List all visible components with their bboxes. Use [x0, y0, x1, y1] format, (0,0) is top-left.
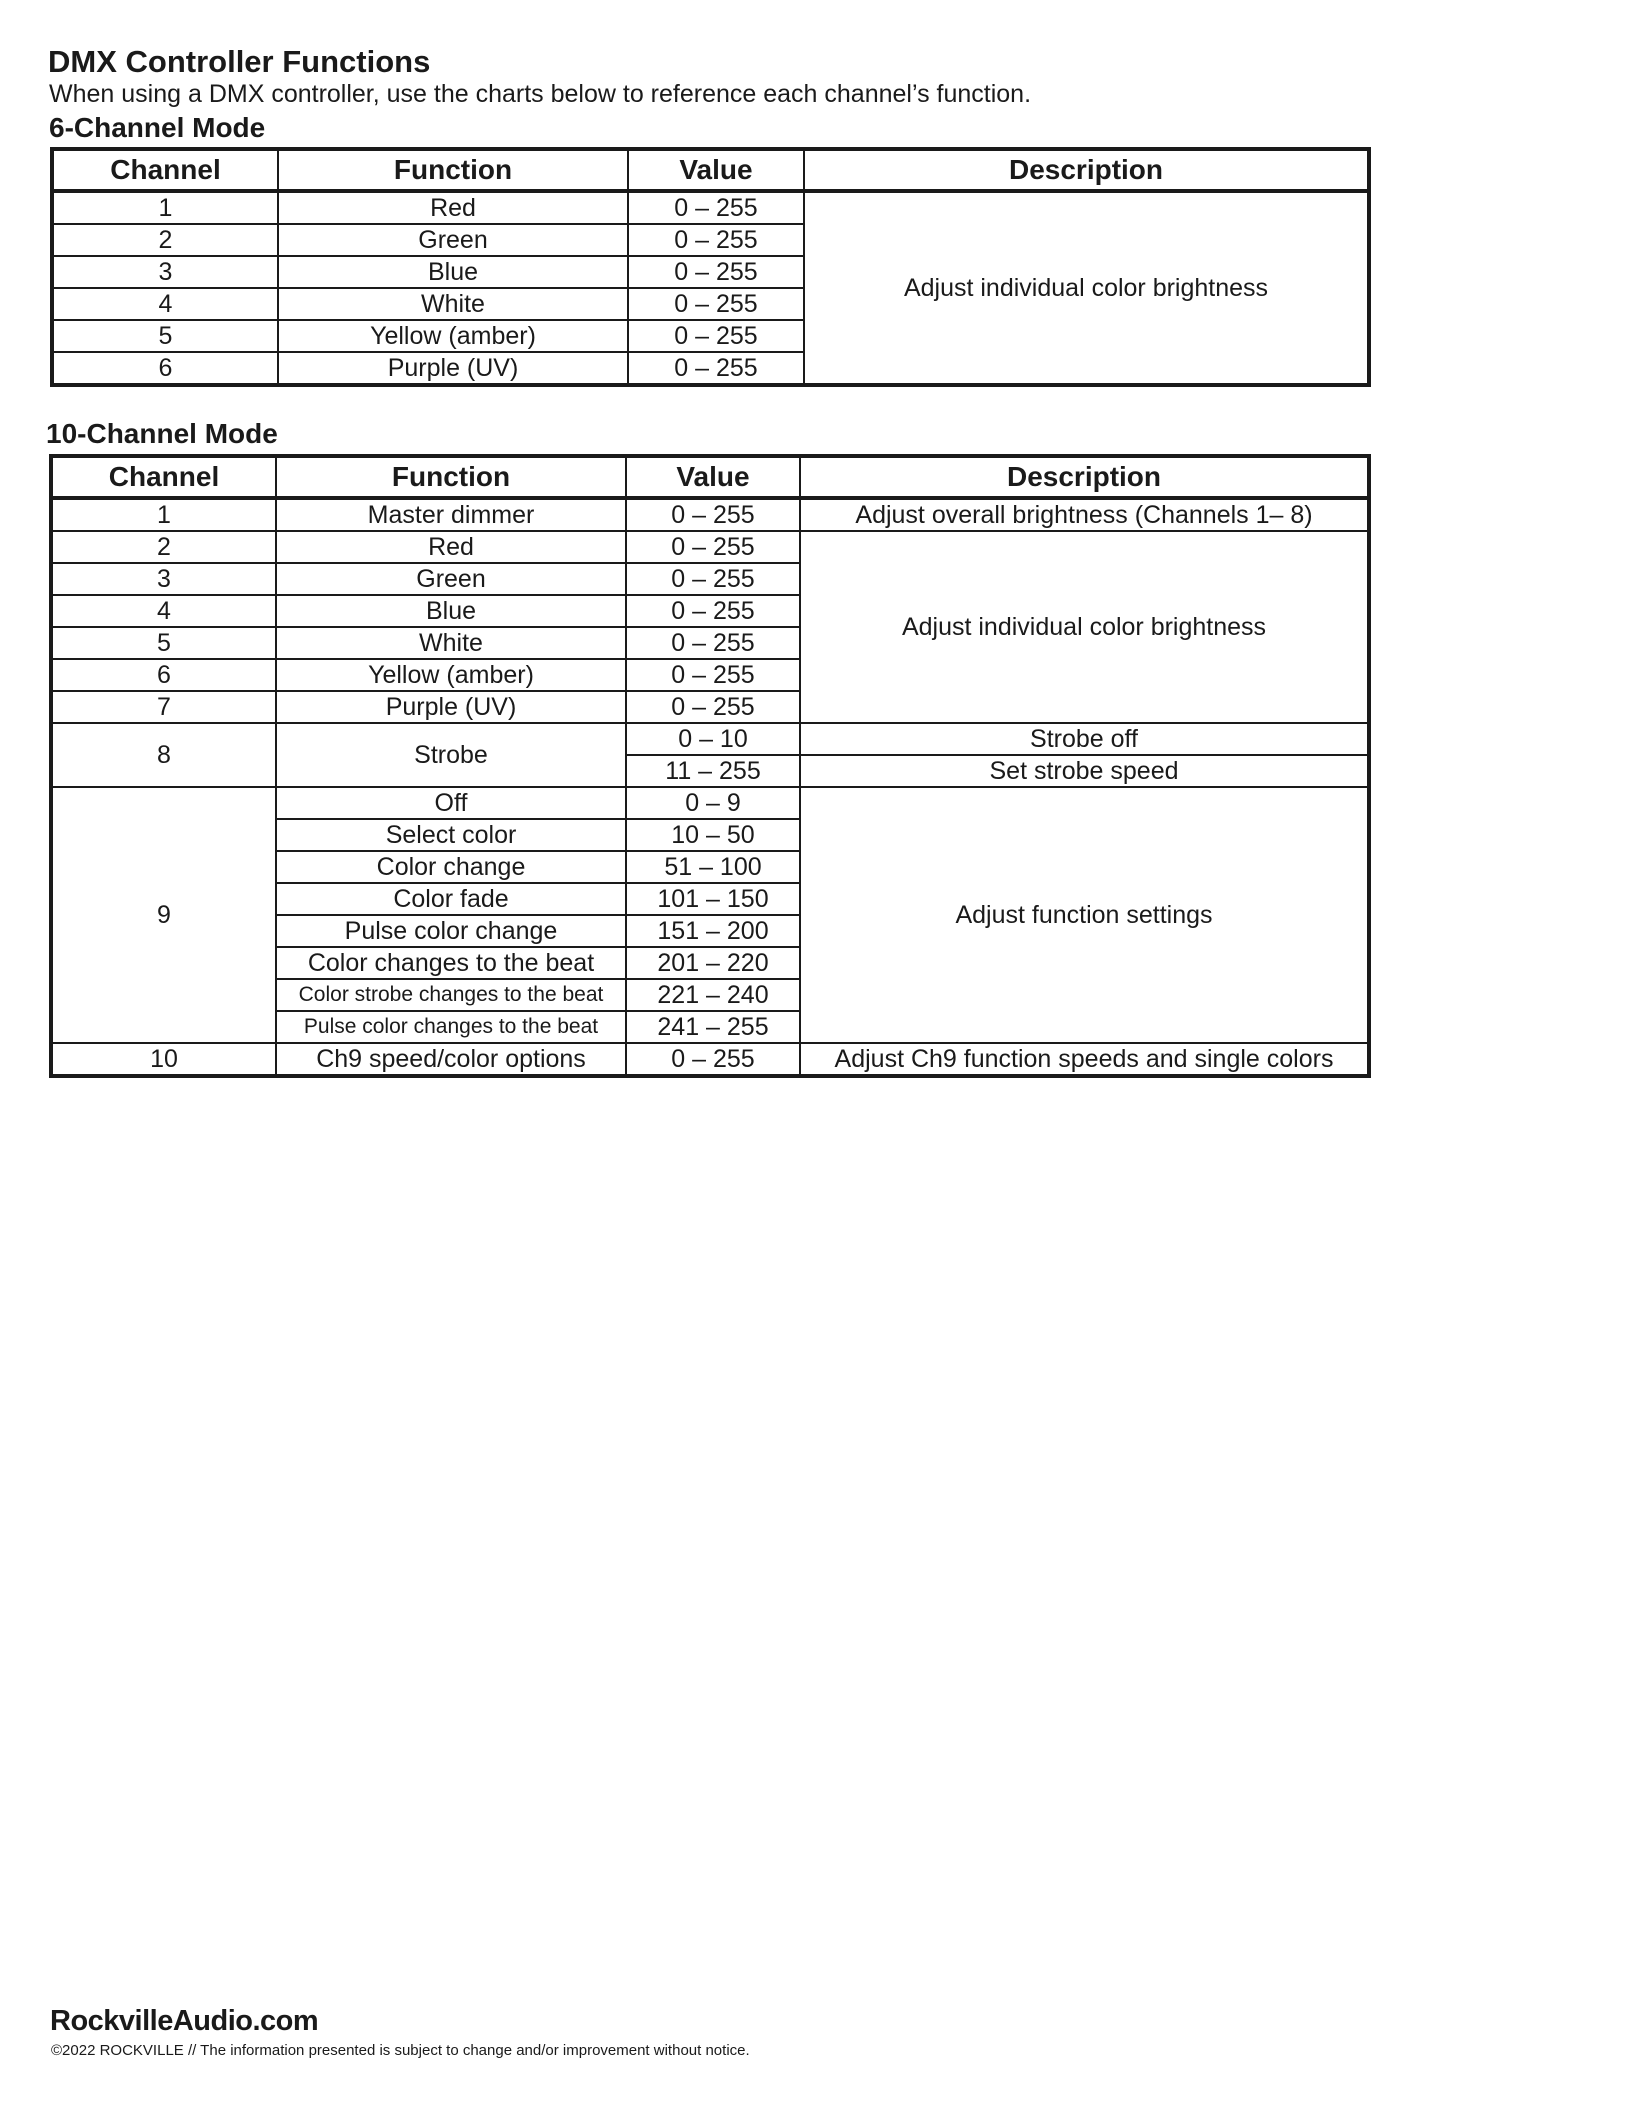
table-row: [52, 191, 1369, 224]
channel-cell: 1: [51, 498, 276, 531]
value-cell: 0 – 255: [626, 691, 800, 723]
table-row: [51, 1043, 1369, 1076]
function-cell: Yellow (amber): [276, 659, 626, 691]
six-channel-table: [50, 147, 1371, 387]
value-cell: 0 – 10: [626, 723, 800, 755]
function-cell: Blue: [276, 595, 626, 627]
description-cell: Strobe off: [800, 723, 1369, 755]
value-cell: 0 – 255: [626, 498, 800, 531]
column-header-function: Function: [276, 456, 626, 498]
description-cell: Set strobe speed: [800, 755, 1369, 787]
description-cell: Adjust individual color brightness: [800, 531, 1369, 723]
value-cell: 0 – 255: [626, 563, 800, 595]
channel-cell: 4: [52, 288, 278, 320]
function-cell: Master dimmer: [276, 498, 626, 531]
ten-channel-heading: 10-Channel Mode: [46, 418, 278, 449]
value-cell: 0 – 255: [626, 595, 800, 627]
column-header-channel: Channel: [51, 456, 276, 498]
table-row: [51, 531, 1369, 563]
channel-cell: 7: [51, 691, 276, 723]
value-cell: 10 – 50: [626, 819, 800, 851]
channel-cell: 5: [52, 320, 278, 352]
value-cell: 11 – 255: [626, 755, 800, 787]
value-cell: 221 – 240: [626, 979, 800, 1011]
value-cell: 0 – 255: [628, 352, 804, 385]
value-cell: 201 – 220: [626, 947, 800, 979]
function-cell: White: [278, 288, 628, 320]
function-cell: Purple (UV): [278, 352, 628, 385]
value-cell: 0 – 255: [628, 320, 804, 352]
channel-cell: 5: [51, 627, 276, 659]
column-header-description: Description: [804, 149, 1369, 191]
column-header-function: Function: [278, 149, 628, 191]
description-cell: Adjust Ch9 function speeds and single colors: [800, 1043, 1369, 1076]
channel-cell: 4: [51, 595, 276, 627]
channel-cell: 3: [52, 256, 278, 288]
value-cell: 0 – 9: [626, 787, 800, 819]
description-cell: Adjust overall brightness (Channels 1– 8): [800, 498, 1369, 531]
ten-channel-table: [49, 454, 1371, 1078]
function-cell: Select color: [276, 819, 626, 851]
channel-cell: 1: [52, 191, 278, 224]
channel-cell: 2: [52, 224, 278, 256]
function-cell: Yellow (amber): [278, 320, 628, 352]
value-cell: 101 – 150: [626, 883, 800, 915]
value-cell: 0 – 255: [626, 1043, 800, 1076]
page-title: DMX Controller Functions: [48, 44, 431, 79]
column-header-value: Value: [626, 456, 800, 498]
channel-cell: 3: [51, 563, 276, 595]
channel-cell: 9: [51, 787, 276, 1043]
intro-text: When using a DMX controller, use the charts below to reference each channel’s function.: [49, 80, 1032, 108]
value-cell: 51 – 100: [626, 851, 800, 883]
table-header-row: [52, 149, 1369, 191]
table-row: [51, 723, 1369, 755]
function-cell: Purple (UV): [276, 691, 626, 723]
function-cell: Off: [276, 787, 626, 819]
function-cell: Color strobe changes to the beat: [276, 979, 626, 1011]
function-cell: Strobe: [276, 723, 626, 787]
column-header-description: Description: [800, 456, 1369, 498]
value-cell: 0 – 255: [626, 627, 800, 659]
channel-cell: 10: [51, 1043, 276, 1076]
value-cell: 151 – 200: [626, 915, 800, 947]
brand-website: RockvilleAudio.com: [50, 2005, 319, 2037]
function-cell: Red: [278, 191, 628, 224]
value-cell: 0 – 255: [628, 288, 804, 320]
value-cell: 0 – 255: [626, 659, 800, 691]
channel-cell: 2: [51, 531, 276, 563]
description-cell: Adjust function settings: [800, 787, 1369, 1043]
table-row: [51, 498, 1369, 531]
function-cell: Color change: [276, 851, 626, 883]
function-cell: Green: [278, 224, 628, 256]
function-cell: Red: [276, 531, 626, 563]
six-channel-heading: 6-Channel Mode: [49, 112, 266, 143]
function-cell: Pulse color changes to the beat: [276, 1011, 626, 1043]
function-cell: Green: [276, 563, 626, 595]
value-cell: 0 – 255: [628, 256, 804, 288]
column-header-value: Value: [628, 149, 804, 191]
description-cell: Adjust individual color brightness: [804, 191, 1369, 385]
function-cell: Pulse color change: [276, 915, 626, 947]
table-header-row: [51, 456, 1369, 498]
channel-cell: 8: [51, 723, 276, 787]
function-cell: Color fade: [276, 883, 626, 915]
copyright-notice: ©2022 ROCKVILLE // The information presented is subject to change and/or improvement without notice.: [51, 2042, 750, 2059]
value-cell: 0 – 255: [628, 191, 804, 224]
function-cell: Blue: [278, 256, 628, 288]
function-cell: Color changes to the beat: [276, 947, 626, 979]
function-cell: Ch9 speed/color options: [276, 1043, 626, 1076]
value-cell: 0 – 255: [628, 224, 804, 256]
value-cell: 241 – 255: [626, 1011, 800, 1043]
channel-cell: 6: [51, 659, 276, 691]
value-cell: 0 – 255: [626, 531, 800, 563]
column-header-channel: Channel: [52, 149, 278, 191]
function-cell: White: [276, 627, 626, 659]
table-row: [51, 787, 1369, 819]
channel-cell: 6: [52, 352, 278, 385]
